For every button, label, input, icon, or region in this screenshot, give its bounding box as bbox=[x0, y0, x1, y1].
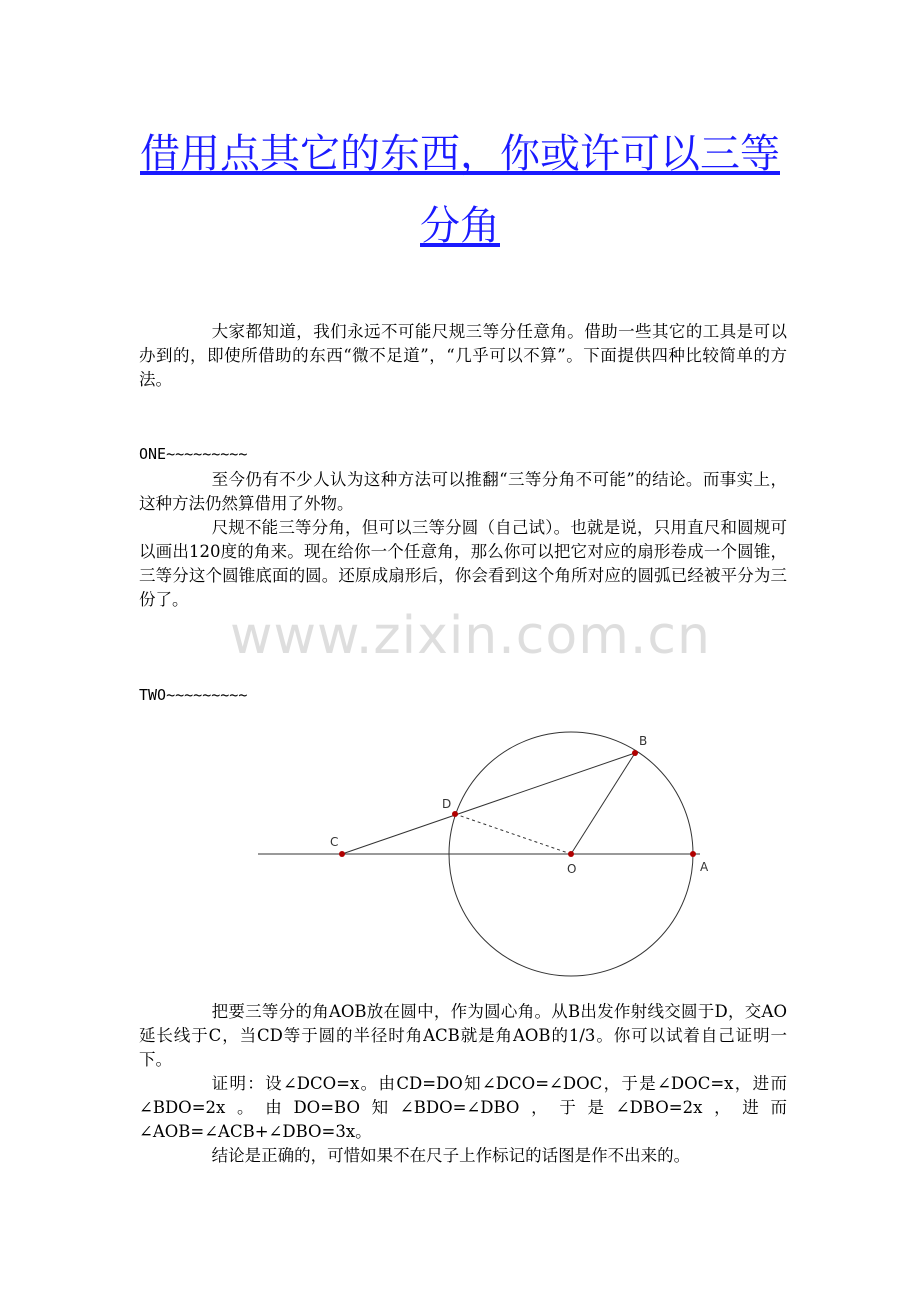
section-two-paragraph-3: 结论是正确的，可惜如果不在尺子上作标记的话图是作不出来的。 bbox=[211, 1146, 691, 1165]
segment-o-b bbox=[571, 753, 635, 854]
point-a bbox=[690, 851, 696, 857]
ray-c-b bbox=[342, 753, 635, 854]
section-two-paragraph-1: 把要三等分的角AOB放在圆中，作为圆心角。从B出发作射线交圆于D，交AO延长线于C，当CD等于圆的半径时角ACB就是角AOB的1/3。你可以试着自己证明一下。 bbox=[139, 1002, 787, 1069]
point-c bbox=[339, 851, 345, 857]
title-link[interactable] bbox=[140, 131, 780, 249]
point-o bbox=[568, 851, 574, 857]
section-two-label: TWO~~~~~~~~~ bbox=[139, 686, 248, 704]
label-o: O bbox=[567, 862, 577, 876]
watermark: www.zixin.com.cn bbox=[230, 606, 711, 666]
label-c: C bbox=[330, 835, 339, 849]
label-b: B bbox=[639, 734, 648, 748]
section-one-label: ONE~~~~~~~~~ bbox=[139, 445, 248, 463]
intro-paragraph: 大家都知道，我们永远不可能尺规三等分任意角。借助一些其它的工具是可以办到的，即使所借助的东西“微不足道”，“几乎可以不算”。下面提供四种比较简单的方法。 bbox=[139, 322, 787, 389]
point-d bbox=[452, 811, 458, 817]
section-one-body bbox=[139, 468, 787, 612]
label-d: D bbox=[442, 797, 452, 811]
label-a: A bbox=[700, 860, 709, 874]
title-line-2: 分角 bbox=[420, 203, 500, 249]
dashed-segment-d-o bbox=[455, 814, 571, 854]
section-one-paragraph-2: 尺规不能三等分角，但可以三等分圆（自己试）。也就是说，只用直尺和圆规可以画出120度的角来。现在给你一个任意角，那么你可以把它对应的扇形卷成一个圆锥，三等分这个圆锥底面的圆。还原成扇形后，你会看到这个角所对应的圆弧已经被平分为三份了。 bbox=[139, 518, 787, 609]
section-one-paragraph-1: 至今仍有不少人认为这种方法可以推翻“三等分角不可能”的结论。而事实上，这种方法仍然算借用了外物。 bbox=[139, 470, 787, 513]
intro-paragraph-block bbox=[139, 320, 787, 392]
title-line-1: 借用点其它的东西，你或许可以三等 bbox=[140, 131, 780, 177]
document-title bbox=[120, 118, 800, 262]
point-b bbox=[632, 750, 638, 756]
section-two-paragraph-2: 证明：设∠DCO=x。由CD=DO知∠DCO=∠DOC，于是∠DOC=x，进而∠BDO=2x。由DO=BO知∠BDO=∠DBO，于是∠DBO=2x，进而∠AOB=∠ACB+∠DBO=3x。 bbox=[139, 1074, 787, 1141]
geometry-figure bbox=[250, 724, 720, 984]
section-two-body bbox=[139, 1000, 787, 1168]
trisection-diagram bbox=[250, 724, 720, 984]
